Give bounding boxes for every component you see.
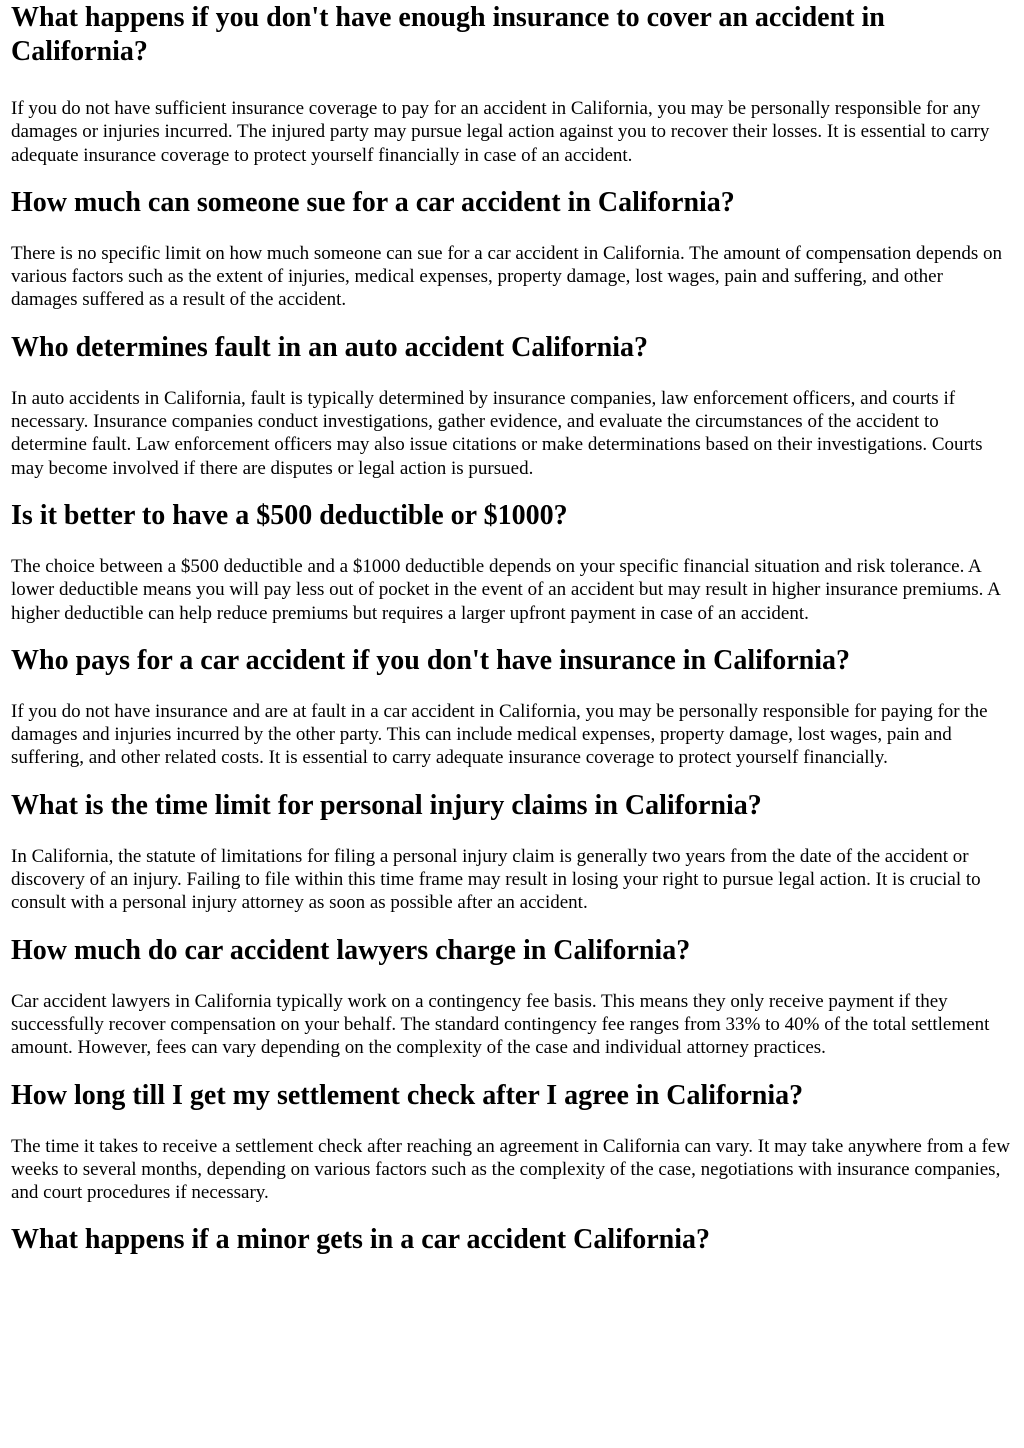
answer-paragraph: The time it takes to receive a settlement check after reaching an agreement in California can vary. It may take anywhere from a few weeks to several months, depending on various factors such as the complexity of the case, negotiations with insurance companies, and court procedures if necessary. bbox=[11, 1135, 1010, 1204]
faq-section bbox=[11, 186, 1012, 312]
question-heading: Who pays for a car accident if you don't have insurance in California? bbox=[11, 644, 851, 676]
faq-section bbox=[11, 934, 1012, 1060]
question-heading: What is the time limit for personal injury claims in California? bbox=[11, 789, 762, 821]
answer-paragraph: There is no specific limit on how much someone can sue for a car accident in California. The amount of compensation depends on various factors such as the extent of injuries, medical expenses, property damage, lost wages, pain and suffering, and other damages suffered as a result of the accident. bbox=[11, 242, 1003, 311]
faq-section bbox=[11, 789, 1012, 915]
question-heading: How much can someone sue for a car accident in California? bbox=[11, 186, 735, 218]
answer-paragraph: The choice between a $500 deductible and a $1000 deductible depends on your specific financial situation and risk tolerance. A lower deductible means you will pay less out of pocket in the event of an accident but may result in higher insurance premiums. A higher deductible can help reduce premiums but requires a larger upfront payment in case of an accident. bbox=[11, 555, 1000, 624]
faq-section bbox=[11, 1079, 1012, 1205]
question-heading: How long till I get my settlement check after I agree in California? bbox=[11, 1079, 804, 1111]
faq-section bbox=[11, 499, 1012, 625]
question-heading: What happens if you don't have enough insurance to cover an accident in California? bbox=[11, 2, 885, 67]
answer-paragraph: If you do not have sufficient insurance coverage to pay for an accident in California, you may be personally responsible for any damages or injuries incurred. The injured party may pursue legal action against you to recover their losses. It is essential to carry adequate insurance coverage to protect yourself financially in case of an accident. bbox=[11, 98, 990, 166]
answer-paragraph: In auto accidents in California, fault is typically determined by insurance companies, law enforcement officers, and courts if necessary. Insurance companies conduct investigations, gather evidence, and evaluate the circumstances of the accident to determine fault. Law enforcement officers may also issue citations or make determinations based on their investigations. Courts may become involved if there are disputes or legal action is pursued. bbox=[11, 387, 983, 479]
answer-paragraph: Car accident lawyers in California typically work on a contingency fee basis. This means they only receive payment if they successfully recover compensation on your behalf. The standard contingency fee ranges from 33% to 40% of the total settlement amount. However, fees can vary depending on the complexity of the case and individual attorney practices. bbox=[11, 990, 990, 1059]
faq-section bbox=[11, 0, 1012, 167]
question-heading: Is it better to have a $500 deductible or $1000? bbox=[11, 499, 568, 531]
question-heading: Who determines fault in an auto accident California? bbox=[11, 331, 648, 363]
answer-paragraph: In California, the statute of limitations for filing a personal injury claim is generally two years from the date of the accident or discovery of an injury. Failing to file within this time frame may result in losing your right to pursue legal action. It is crucial to consult with a personal injury attorney as soon as possible after an accident. bbox=[11, 845, 981, 914]
faq-section bbox=[11, 1223, 1012, 1257]
faq-section bbox=[11, 644, 1012, 770]
faq-section bbox=[11, 331, 1012, 480]
answer-paragraph: If you do not have insurance and are at fault in a car accident in California, you may be personally responsible for paying for the damages and injuries incurred by the other party. This can include medical expenses, property damage, lost wages, pain and suffering, and other related costs. It is essential to carry adequate insurance coverage to protect yourself financially. bbox=[11, 700, 988, 769]
question-heading: What happens if a minor gets in a car accident California? bbox=[11, 1224, 710, 1256]
question-heading: How much do car accident lawyers charge in California? bbox=[11, 934, 691, 966]
